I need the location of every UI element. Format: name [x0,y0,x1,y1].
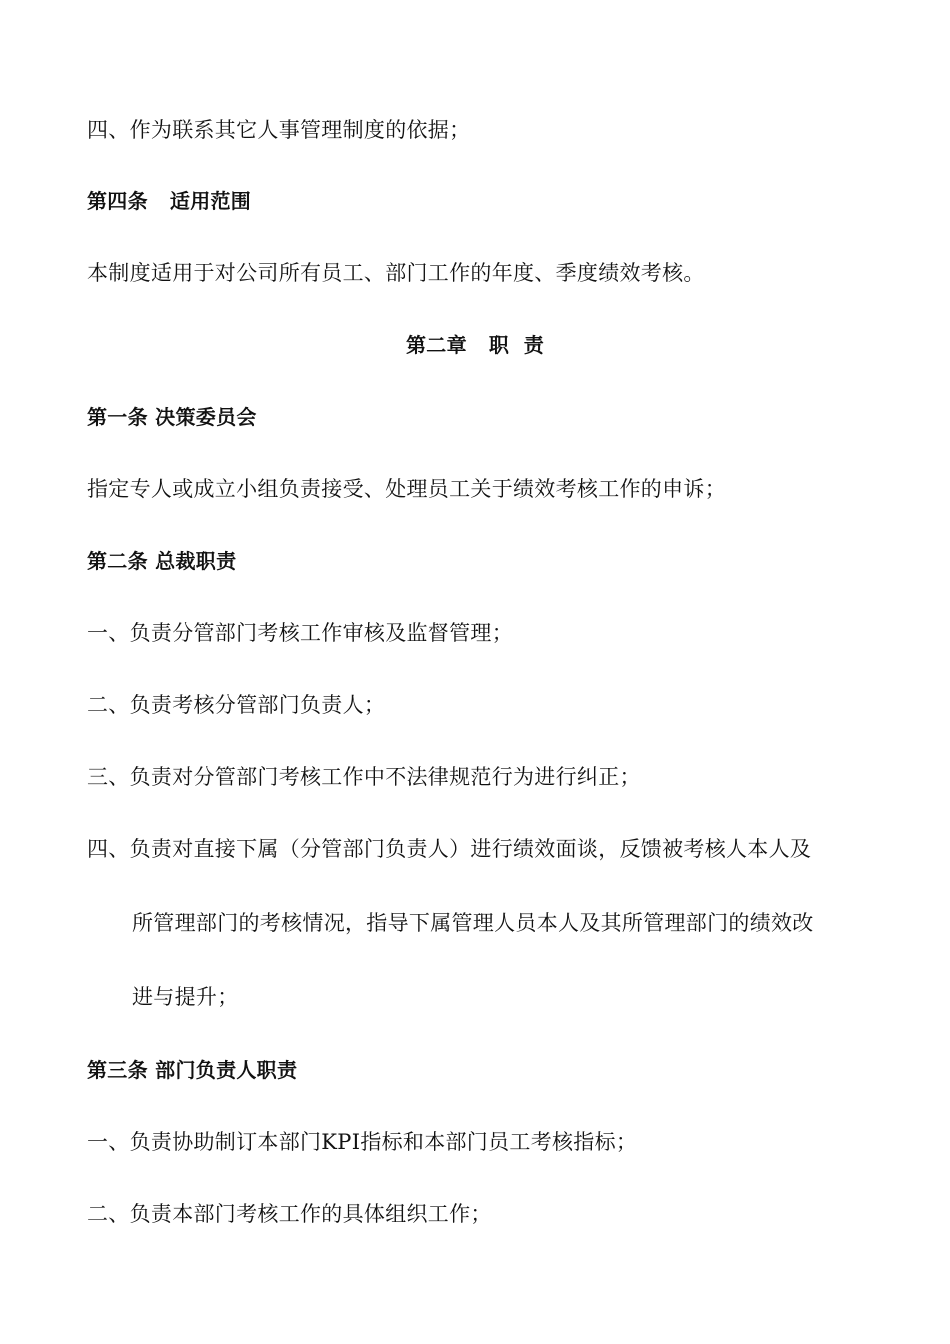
article-two-item-4-line-1: 四、负责对直接下属（分管部门负责人）进行绩效面谈，反馈被考核人本人及 [87,837,812,861]
article-three-item-2: 二、负责本部门考核工作的具体组织工作； [87,1202,492,1226]
article-four-heading [87,186,251,216]
article-two-heading: 第二条 总裁职责 [87,549,237,573]
article-two-item-2: 二、负责考核分管部门负责人； [87,693,386,717]
chapter-number: 第二章 [405,333,467,357]
article-one-heading: 第一条 决策委员会 [87,405,257,429]
article-two-item-3: 三、负责对分管部门考核工作中不法律规范行为进行纠正； [87,765,641,789]
chapter-title: 职 责 [488,333,545,357]
article-two-item-4-line-2: 所管理部门的考核情况，指导下属管理人员本人及其所管理部门的绩效改 [132,911,814,935]
article-three-heading: 第三条 部门负责人职责 [87,1058,298,1082]
article-two-item-4-line-3: 进与提升； [132,985,239,1009]
article-four-number: 第四条 [87,189,148,213]
paragraph-item-four: 四、作为联系其它人事管理制度的依据； [87,118,471,142]
article-four-title: 适用范围 [169,189,252,213]
chapter-heading [0,330,950,360]
article-two-item-1: 一、负责分管部门考核工作审核及监督管理； [87,621,513,645]
article-four-body: 本制度适用于对公司所有员工、部门工作的年度、季度绩效考核。 [87,261,705,285]
article-three-item-1: 一、负责协助制订本部门KPI指标和本部门员工考核指标； [87,1130,638,1154]
article-one-body: 指定专人或成立小组负责接受、处理员工关于绩效考核工作的申诉； [87,477,726,501]
